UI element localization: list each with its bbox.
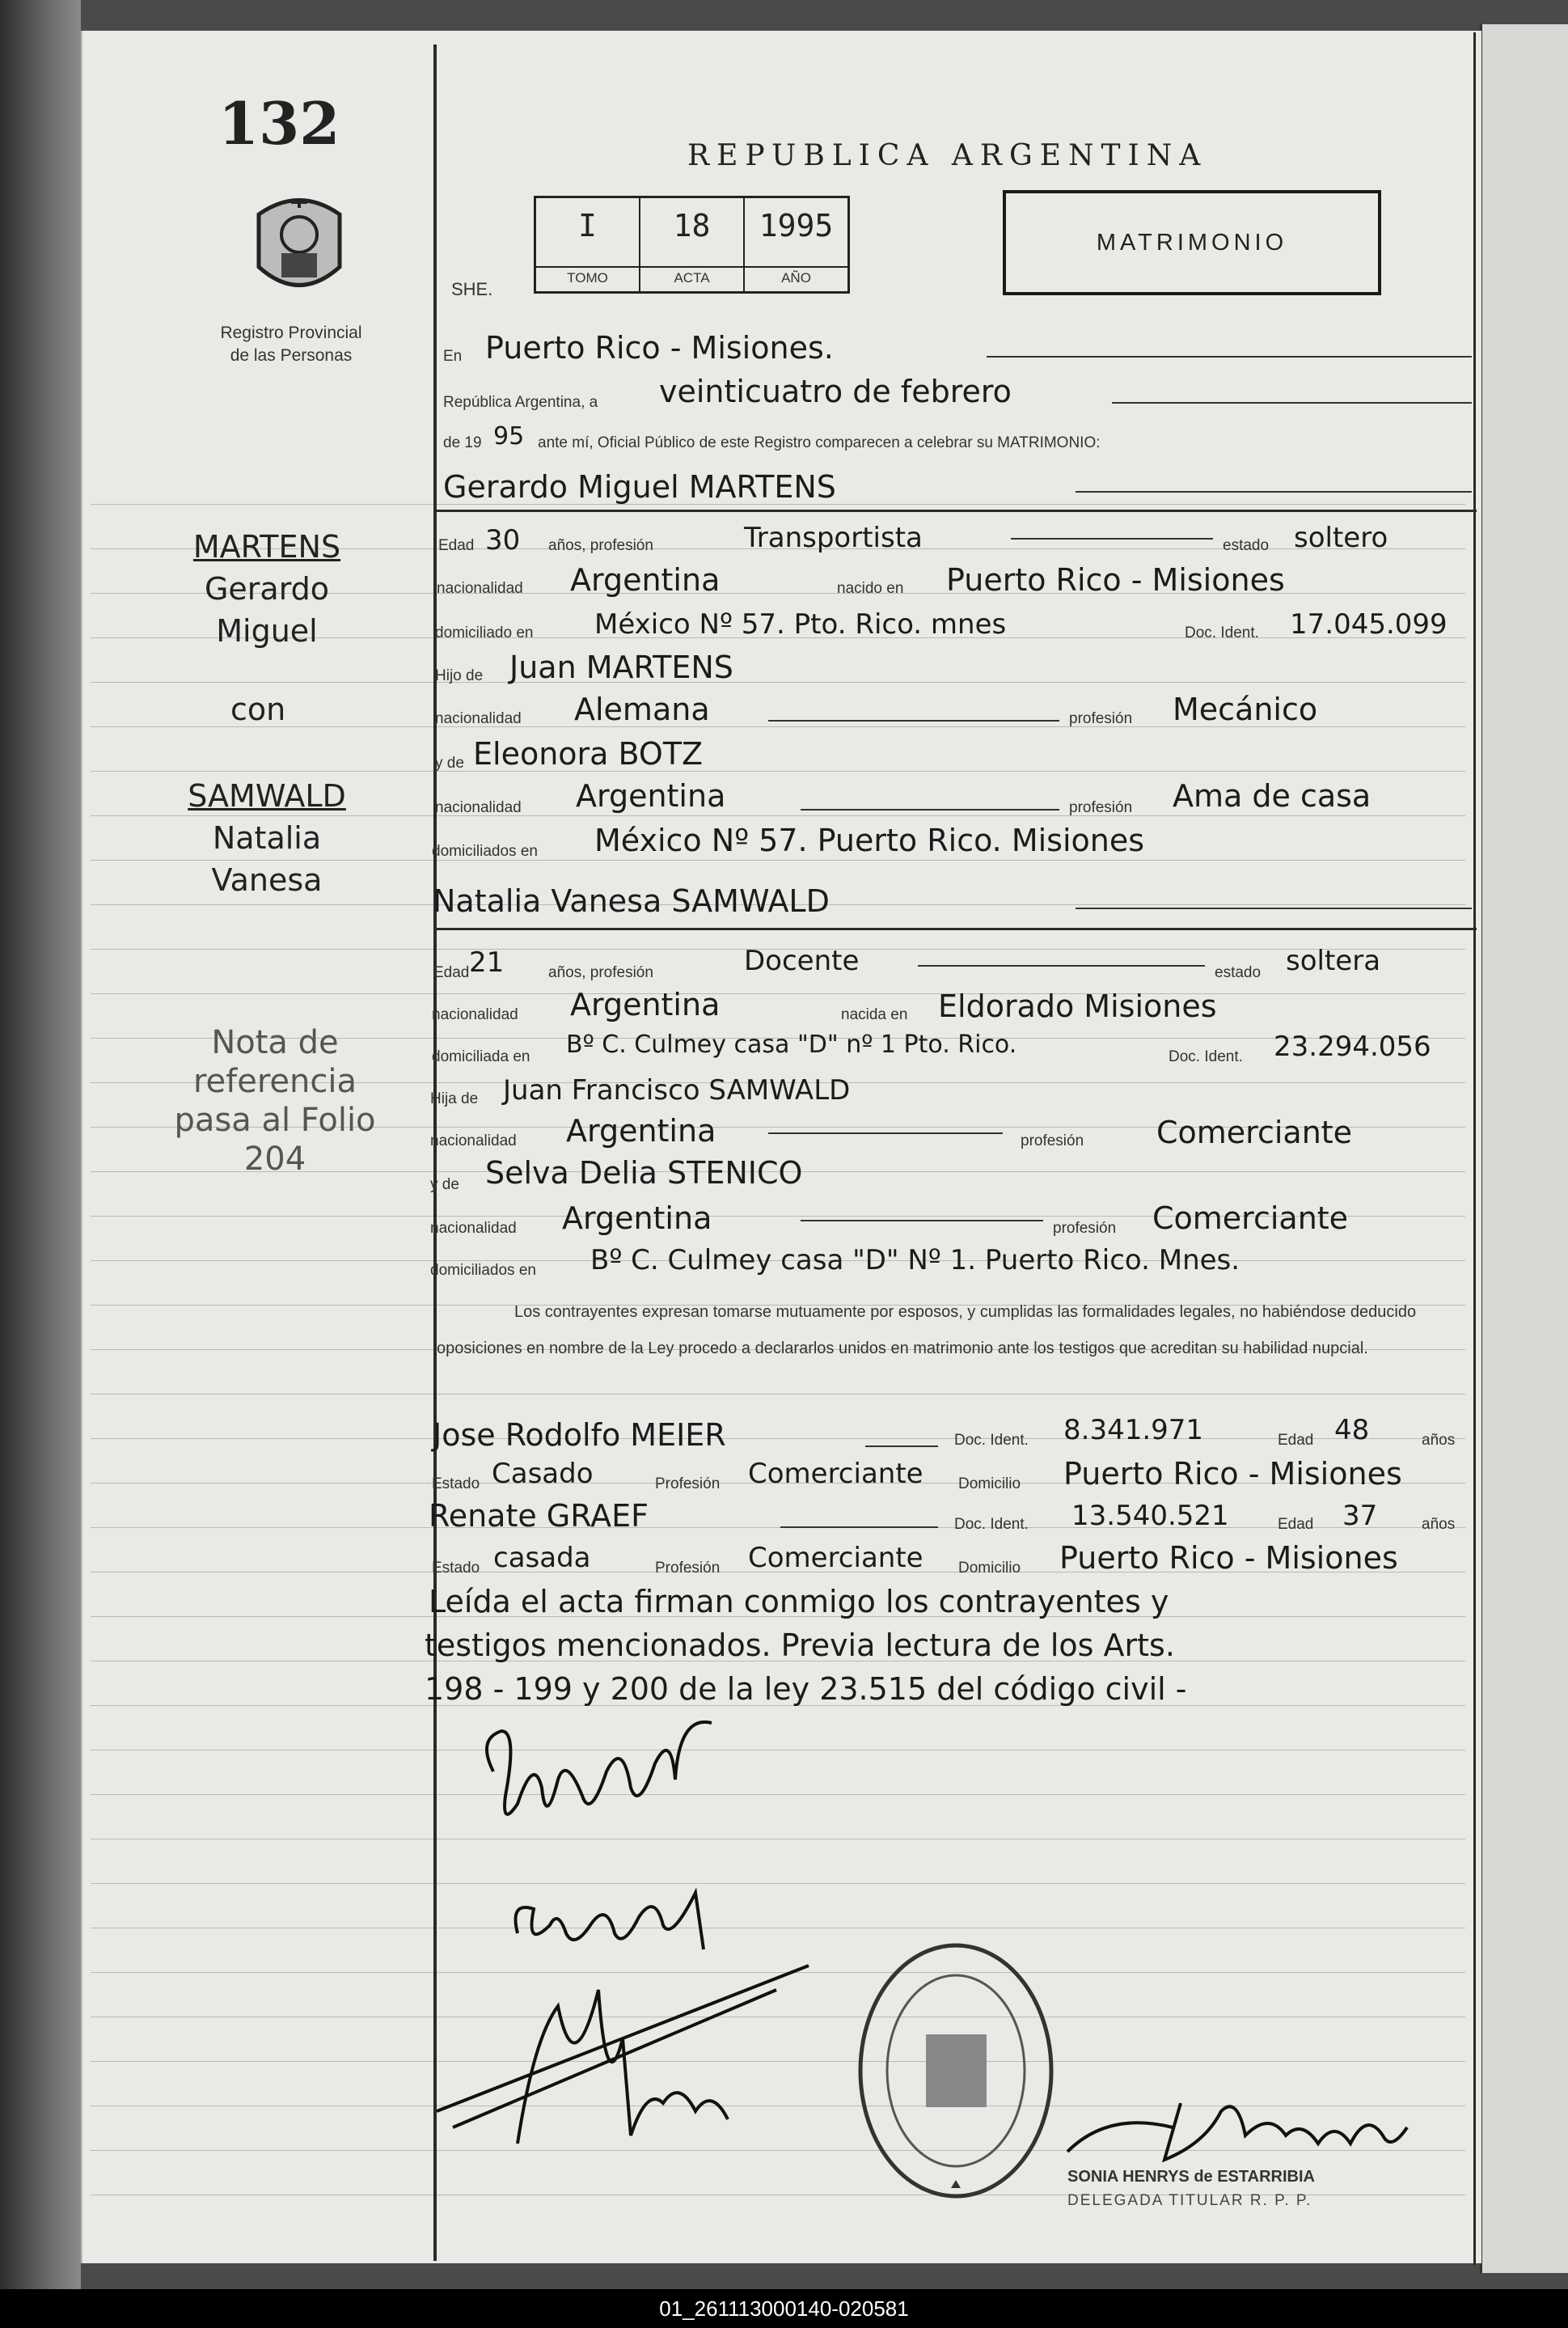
bride-madre-prof: Comerciante	[1152, 1200, 1349, 1236]
witness1-prof: Comerciante	[748, 1458, 923, 1490]
margin-groom: MARTENS Gerardo Miguel	[192, 529, 341, 649]
groom-padre-nac-label: nacionalidad	[435, 710, 522, 727]
groom-padre-prof-label: profesión	[1069, 710, 1133, 727]
year-value: 95	[493, 422, 525, 451]
groom-nacido: Puerto Rico - Misiones	[946, 562, 1285, 598]
bride-padre-nac: Argentina	[566, 1113, 716, 1149]
groom-madre: Eleonora BOTZ	[473, 736, 704, 772]
witness2-edad-label: Edad	[1278, 1516, 1314, 1533]
signature-official	[1059, 2079, 1415, 2176]
groom-padre-nac: Alemana	[574, 692, 710, 727]
witness1-dom-label: Domicilio	[958, 1475, 1021, 1492]
bride-madre-label: y de	[430, 1176, 459, 1193]
witness2-prof-label: Profesión	[655, 1560, 721, 1577]
bride-estado-label: estado	[1215, 964, 1262, 981]
declaration-paragraph: Los contrayentes expresan tomarse mutuamente por esposos, y cumplidas las formalidades legales, no habiéndose deducido oposiciones en nombre de la Ley procedo a declararlos unidos en matrimonio ante los testigos que acreditan su habilidad nupcial.	[437, 1303, 1417, 1357]
witness1-doc: 8.341.971	[1063, 1414, 1204, 1446]
bride-edad-label: Edad	[433, 964, 470, 981]
groom-madre-nac: Argentina	[576, 778, 726, 814]
groom-nacionalidad: Argentina	[570, 562, 721, 598]
groom-section-rule	[433, 510, 1477, 512]
bride-nacionalidad: Argentina	[570, 987, 721, 1022]
she-label: SHE.	[451, 279, 493, 299]
closing-line-1: Leída el acta firman conmigo los contrayentes y	[429, 1584, 1169, 1619]
witness2-dom-label: Domicilio	[958, 1560, 1021, 1577]
right-border	[1473, 32, 1476, 2265]
witness2-prof: Comerciante	[748, 1542, 923, 1574]
groom-estado: soltero	[1294, 522, 1388, 554]
groom-name: Gerardo Miguel MARTENS	[443, 469, 836, 505]
witness2-dom: Puerto Rico - Misiones	[1059, 1540, 1398, 1576]
groom-domicilio: México Nº 57. Pto. Rico. mnes	[594, 608, 1007, 641]
bride-padre: Juan Francisco SAMWALD	[503, 1074, 851, 1107]
coat-of-arms-icon	[251, 190, 348, 299]
bride-section-rule	[433, 928, 1477, 930]
acta-cell: 18 ACTA	[640, 198, 745, 291]
witness1-anos: años	[1422, 1432, 1456, 1449]
bride-madre-prof-label: profesión	[1053, 1220, 1117, 1237]
margin-divider	[433, 44, 437, 2261]
groom-madre-nac-label: nacionalidad	[435, 799, 522, 816]
witness2-doc: 13.540.521	[1071, 1500, 1229, 1532]
groom-anos-label: años, profesión	[548, 537, 653, 554]
official-title: DELEGADA TITULAR R. P. P.	[1067, 2192, 1312, 2209]
closing-line-2: testigos mencionados. Previa lectura de los Arts.	[425, 1627, 1175, 1663]
bride-anos-label: años, profesión	[548, 964, 653, 981]
groom-edad: 30	[485, 524, 521, 557]
bride-padre-prof-label: profesión	[1021, 1132, 1084, 1149]
record-type-box: MATRIMONIO	[1003, 190, 1381, 295]
bride-estado: soltera	[1286, 945, 1381, 977]
witness2-doc-label: Doc. Ident.	[954, 1516, 1029, 1533]
image-id-footer: 01_261113000140-020581	[0, 2289, 1568, 2328]
groom-nacido-label: nacido en	[837, 580, 904, 597]
margin-bride: SAMWALD Natalia Vanesa	[188, 778, 346, 898]
witness1-estado: Casado	[492, 1458, 594, 1490]
witness1-estado-label: Estado	[432, 1475, 480, 1492]
witness1-name: Jose Rodolfo MEIER	[433, 1417, 726, 1453]
bride-domicilio: Bº C. Culmey casa "D" nº 1 Pto. Rico.	[566, 1031, 1017, 1059]
groom-madre-prof: Ama de casa	[1173, 778, 1371, 814]
official-name: SONIA HENRYS de ESTARRIBIA	[1067, 2168, 1315, 2186]
bride-padre-prof: Comerciante	[1156, 1115, 1353, 1150]
tomo-cell: I TOMO	[536, 198, 640, 291]
bride-doc: 23.294.056	[1274, 1031, 1431, 1063]
bride-padres-dom-label: domiciliados en	[430, 1262, 536, 1279]
groom-estado-label: estado	[1223, 537, 1270, 554]
bride-madre-nac-label: nacionalidad	[430, 1220, 517, 1237]
place-prefix: En	[443, 348, 463, 365]
bride-padres-dom: Bº C. Culmey casa "D" Nº 1. Puerto Rico. Mnes.	[590, 1244, 1240, 1276]
witness2-anos: años	[1422, 1516, 1456, 1533]
groom-padres-dom: México Nº 57. Puerto Rico. Misiones	[594, 823, 1145, 858]
country-heading: REPUBLICA ARGENTINA	[687, 139, 1208, 172]
year-text: ante mí, Oficial Público de este Registro comparecen a celebrar su MATRIMONIO:	[538, 434, 1101, 451]
bride-nacido-label: nacida en	[841, 1006, 908, 1023]
date-value: veinticuatro de febrero	[659, 374, 1012, 409]
closing-line-3: 198 - 199 y 200 de la ley 23.515 del código civil -	[425, 1671, 1187, 1707]
groom-nac-label: nacionalidad	[437, 580, 523, 597]
groom-doc: 17.045.099	[1290, 608, 1448, 641]
bride-padre-label: Hija de	[430, 1090, 479, 1107]
book-binding	[0, 0, 81, 2289]
adjacent-page-edge	[1480, 24, 1568, 2273]
bride-nacido: Eldorado Misiones	[938, 988, 1217, 1024]
date-prefix: República Argentina, a	[443, 394, 598, 411]
place-value: Puerto Rico - Misiones.	[485, 330, 834, 366]
groom-padre: Juan MARTENS	[509, 650, 733, 685]
margin-con: con	[230, 692, 286, 727]
witness1-doc-label: Doc. Ident.	[954, 1432, 1029, 1449]
bride-padre-nac-label: nacionalidad	[430, 1132, 517, 1149]
bride-madre-nac: Argentina	[562, 1200, 712, 1236]
registry-stamp-icon	[853, 1937, 1059, 2204]
bride-profesion: Docente	[744, 945, 860, 977]
bride-dom-label: domiciliada en	[432, 1048, 530, 1065]
year-prefix: de 19	[443, 434, 482, 451]
witness2-estado-label: Estado	[432, 1560, 480, 1577]
bride-edad: 21	[469, 946, 505, 979]
groom-edad-label: Edad	[438, 537, 475, 554]
registry-label: Registro Provincial de las Personas	[220, 324, 362, 365]
groom-madre-label: y de	[435, 755, 464, 772]
bride-nac-label: nacionalidad	[432, 1006, 518, 1023]
groom-doc-label: Doc. Ident.	[1185, 624, 1259, 641]
ano-cell: 1995 AÑO	[745, 198, 847, 291]
groom-dom-label: domiciliado en	[435, 624, 534, 641]
signature-witness	[421, 1941, 841, 2152]
groom-profesion: Transportista	[744, 522, 923, 554]
groom-padre-prof: Mecánico	[1173, 692, 1318, 727]
folio-number: 132	[218, 89, 340, 158]
signature-groom	[469, 1707, 752, 1885]
groom-madre-prof-label: profesión	[1069, 799, 1133, 816]
tomo-acta-ano-box	[534, 196, 850, 294]
witness2-edad: 37	[1342, 1500, 1378, 1532]
bride-doc-label: Doc. Ident.	[1169, 1048, 1243, 1065]
margin-reference-note: Nota de referencia pasa al Folio 204	[174, 1024, 376, 1178]
groom-padre-label: Hijo de	[435, 667, 484, 684]
witness1-edad: 48	[1334, 1414, 1370, 1446]
bride-madre: Selva Delia STENICO	[485, 1155, 803, 1191]
witness1-edad-label: Edad	[1278, 1432, 1314, 1449]
witness2-estado: casada	[493, 1542, 591, 1574]
witness1-dom: Puerto Rico - Misiones	[1063, 1456, 1402, 1492]
bride-name: Natalia Vanesa SAMWALD	[433, 883, 830, 919]
groom-padres-dom-label: domiciliados en	[432, 843, 538, 860]
witness1-prof-label: Profesión	[655, 1475, 721, 1492]
witness2-name: Renate GRAEF	[429, 1498, 649, 1534]
